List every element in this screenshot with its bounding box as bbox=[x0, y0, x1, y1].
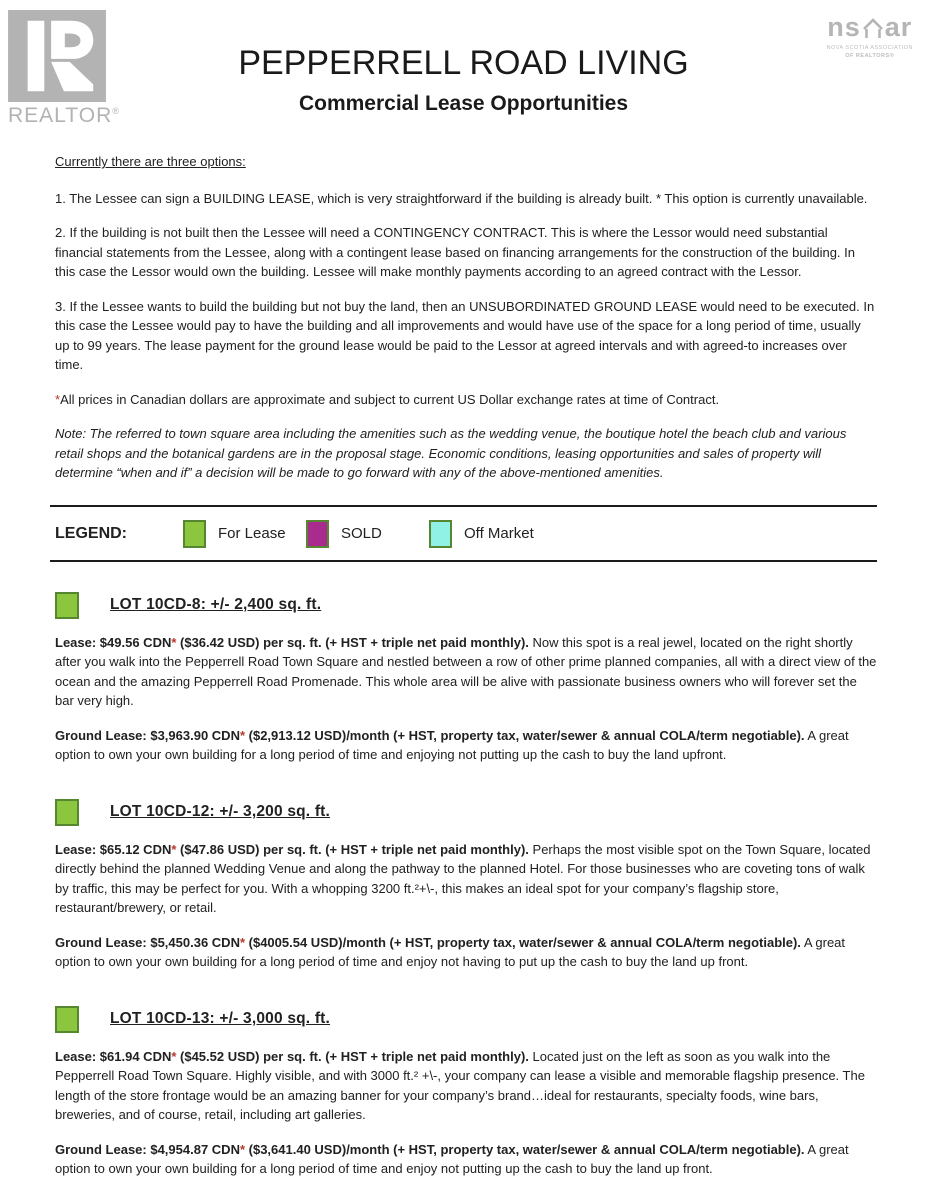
lease-price-bold: Lease: $61.94 CDN* ($45.52 USD) per sq. ft. (+ HST + triple net paid monthly). bbox=[55, 1048, 529, 1064]
option-1-paragraph: 1. The Lessee can sign a BUILDING LEASE, which is very straightforward if the building is already built. * This option is currently unavailable. bbox=[55, 190, 868, 206]
lease-description: Now this spot is a real jewel, located on the right shortly after you walk into the Pepperrell Road Town Square and nestled between a row of other prime planned companies, all with a direct view of the ocean and the amazing Pepperrell Road Promenade. This whole area will be alive with passionate business owners who will forever set the bar very high. bbox=[55, 634, 877, 708]
nsar-tagline bbox=[827, 44, 913, 61]
lease-description: Located just on the left as soon as you walk into the Pepperrell Road Town Square. Highly visible, and with 3000 ft.² +\-, your company can lease a visible and memorable flagship presence. The length of the store frontage would be an amazing banner for your company’s brand…ideal for restaurants, specialty foods, wine bars, breweries, and of course, retail, including art galleries. bbox=[55, 1048, 865, 1122]
realtor-logo-label: REALTOR® bbox=[8, 104, 120, 127]
ground-lease-price-bold: Ground Lease: $5,450.36 CDN* ($4005.54 USD)/month (+ HST, property tax, water/sewer & annual COLA/term negotiable). bbox=[55, 934, 801, 950]
ground-lease-description: A great option to own your own building for a long period of time and enjoy not having to put up the cash to buy the land up front. bbox=[55, 934, 846, 969]
lot-header bbox=[55, 799, 877, 826]
ground-lease-paragraph bbox=[55, 726, 877, 765]
red-asterisk: * bbox=[171, 634, 177, 650]
for-lease-swatch-icon bbox=[55, 1006, 79, 1033]
red-asterisk: * bbox=[171, 841, 177, 857]
lot-header bbox=[55, 592, 877, 619]
intro-section bbox=[0, 152, 927, 483]
red-asterisk: * bbox=[239, 934, 246, 950]
nsar-logo bbox=[827, 14, 913, 61]
lease-price-bold: Lease: $65.12 CDN* ($47.86 USD) per sq. ft. (+ HST + triple net paid monthly). bbox=[55, 841, 529, 857]
lot-title: LOT 10CD-8: +/- 2,400 sq. ft. bbox=[110, 596, 322, 613]
legend-label: LEGEND: bbox=[55, 524, 127, 542]
lot-title: LOT 10CD-13: +/- 3,000 sq. ft. bbox=[110, 1010, 331, 1027]
ground-lease-paragraph bbox=[55, 933, 877, 972]
legend-item-label: For Lease bbox=[218, 525, 286, 542]
sold-swatch-icon bbox=[306, 520, 329, 548]
lot-section-10cd-8 bbox=[0, 592, 927, 765]
nsar-tagline-line2: OF REALTORS® bbox=[845, 53, 895, 60]
lease-description: Perhaps the most visible spot on the Town Square, located directly behind the planned Wedding Venue and along the pathway to the planned Hotel. For those businesses who are coveting tons of walk by traffic, this may be perfect for you. With a whopping 3200 ft.²+\-, this makes an ideal spot for your company’s flagship store, restaurant/brewery, or retail. bbox=[55, 841, 871, 915]
house-icon bbox=[862, 18, 884, 40]
lot-section-10cd-13 bbox=[0, 1006, 927, 1179]
red-asterisk: * bbox=[239, 727, 246, 743]
legend-item-off-market bbox=[429, 520, 534, 548]
title-block bbox=[0, 0, 927, 116]
legend-item-sold bbox=[306, 520, 429, 548]
option-2-paragraph: 2. If the building is not built then the Lessee will need a CONTINGENCY CONTRACT. This is where the Lessor would need substantial financial statements from the Lessee, along with a contingent lease based on financing arrangements for the construction of the building. In this case the Lessor would own the building. Lessee will make monthly payments according to an agreed contract with the Lessor. bbox=[55, 225, 855, 279]
price-note-paragraph bbox=[55, 390, 877, 410]
ground-lease-price-bold: Ground Lease: $4,954.87 CDN* ($3,641.40 USD)/month (+ HST, property tax, water/sewer & annual COLA/term negotiable). bbox=[55, 1141, 805, 1157]
page-subtitle: Commercial Lease Opportunities bbox=[298, 92, 629, 115]
ground-lease-price-bold: Ground Lease: $3,963.90 CDN* ($2,913.12 USD)/month (+ HST, property tax, water/sewer & annual COLA/term negotiable). bbox=[55, 727, 805, 743]
legend-item-label: Off Market bbox=[464, 525, 534, 542]
ground-lease-paragraph bbox=[55, 1140, 877, 1179]
for-lease-swatch-icon bbox=[55, 592, 79, 619]
nsar-ar-text: ar bbox=[884, 12, 913, 42]
nsar-wordmark bbox=[827, 14, 913, 41]
option-3-paragraph: 3. If the Lessee wants to build the building but not buy the land, then an UNSUBORDINATED GROUND LEASE would need to be executed. In this case the Lessee would pay to have the building and all improvements and would have use of the space for a long period of time, usually up to 99 years. The lease payment for the ground lease would be paid to the Lessor at agreed intervals and with agreed-to increases over time. bbox=[55, 298, 875, 372]
nsar-ns-text: ns bbox=[827, 12, 861, 42]
realtor-r-icon bbox=[8, 10, 106, 102]
for-lease-swatch-icon bbox=[55, 799, 79, 826]
legend-item-label: SOLD bbox=[341, 525, 382, 542]
red-asterisk: * bbox=[55, 391, 61, 407]
proposal-note-paragraph: Note: The referred to town square area including the amenities such as the wedding venue, the boutique hotel the beach club and various retail shops and the botanical gardens are in the proposal stage. Economic conditions, leasing opportunities and sales of property will determine “when and if” a decision will be made to go forward with any of the above-mentioned amenities. bbox=[55, 426, 847, 480]
legend bbox=[50, 505, 877, 562]
ground-lease-description: A great option to own your own building for a long period of time and enjoy not putting up the cash to buy the land up front. bbox=[55, 1141, 849, 1176]
red-asterisk: * bbox=[171, 1048, 177, 1064]
lot-header bbox=[55, 1006, 877, 1033]
header bbox=[0, 0, 927, 152]
page-title: PEPPERRELL ROAD LIVING bbox=[238, 44, 689, 82]
lot-section-10cd-12 bbox=[0, 799, 927, 972]
off-market-swatch-icon bbox=[429, 520, 452, 548]
for-lease-swatch-icon bbox=[183, 520, 206, 548]
lease-paragraph bbox=[55, 633, 877, 711]
nsar-tagline-line1: NOVA SCOTIA ASSOCIATION bbox=[826, 45, 913, 51]
red-asterisk: * bbox=[239, 1141, 246, 1157]
lease-paragraph bbox=[55, 1047, 877, 1125]
lease-paragraph bbox=[55, 840, 877, 918]
legend-item-for-lease bbox=[183, 520, 306, 548]
ground-lease-description: A great option to own your own building for a long period of time and enjoying not putting up the cash to buy the land upfront. bbox=[55, 727, 849, 762]
intro-heading: Currently there are three options: bbox=[55, 154, 246, 169]
price-note-text: All prices in Canadian dollars are approximate and subject to current US Dollar exchange rates at time of Contract. bbox=[60, 391, 720, 407]
lot-title: LOT 10CD-12: +/- 3,200 sq. ft. bbox=[110, 803, 331, 820]
lease-price-bold: Lease: $49.56 CDN* ($36.42 USD) per sq. ft. (+ HST + triple net paid monthly). bbox=[55, 634, 529, 650]
realtor-logo bbox=[8, 10, 118, 128]
